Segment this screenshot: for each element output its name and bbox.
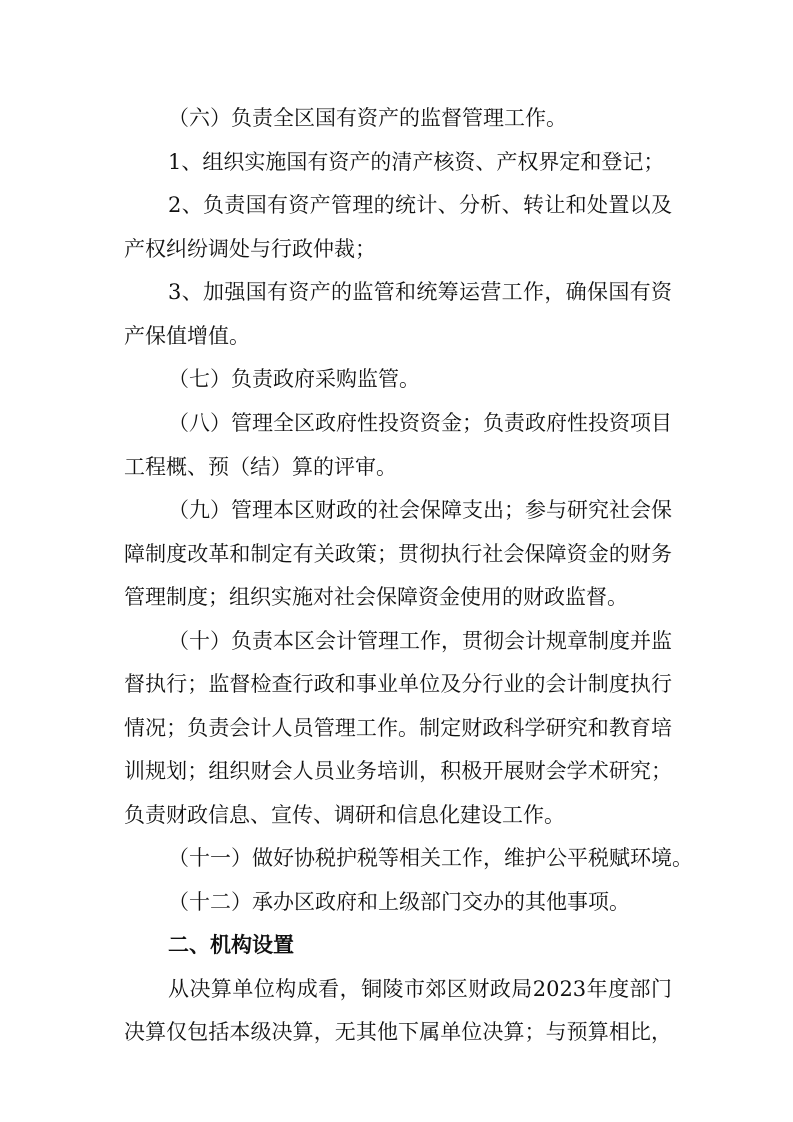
subitem-6-2-line-2: 产权纠纷调处与行政仲裁；	[124, 237, 376, 261]
paragraph-item-10-line-2: 督执行；监督检查行政和事业单位及分行业的会计制度执行	[124, 672, 672, 696]
paragraph-item-9-line-2: 障制度改革和制定有关政策；贯彻执行社会保障资金的财务	[124, 542, 672, 566]
subitem-6-3-line-1: 3、加强国有资产的监管和统筹运营工作，确保国有资	[168, 280, 672, 304]
paragraph-item-7: （七）负责政府采购监管。	[168, 367, 420, 391]
paragraph-item-6: （六）负责全区国有资产的监督管理工作。	[168, 106, 567, 130]
section-heading: 二、机构设置	[168, 932, 294, 957]
body-paragraph-line-2: 决算仅包括本级决算，无其他下属单位决算；与预算相比，	[124, 1020, 672, 1044]
body-paragraph-line-1: 从决算单位构成看，铜陵市郊区财政局2023年度部门	[168, 977, 672, 1001]
paragraph-item-10-line-1: （十）负责本区会计管理工作，贯彻会计规章制度并监	[168, 629, 672, 653]
paragraph-item-10-line-5: 负责财政信息、宣传、调研和信息化建设工作。	[124, 803, 565, 827]
paragraph-item-12: （十二）承办区政府和上级部门交办的其他事项。	[168, 890, 630, 914]
paragraph-item-8-line-2: 工程概、预（结）算的评审。	[124, 455, 397, 479]
subitem-6-2-line-1: 2、负责国有资产管理的统计、分析、转让和处置以及	[168, 193, 672, 217]
subitem-6-1: 1、组织实施国有资产的清产核资、产权界定和登记；	[168, 150, 665, 174]
paragraph-item-11: （十一）做好协税护税等相关工作，维护公平税赋环境。	[168, 846, 693, 870]
paragraph-item-10-line-3: 情况；负责会计人员管理工作。制定财政科学研究和教育培	[124, 716, 672, 740]
paragraph-item-10-line-4: 训规划；组织财会人员业务培训，积极开展财会学术研究；	[124, 759, 672, 783]
paragraph-item-8-line-1: （八）管理全区政府性投资资金；负责政府性投资项目	[168, 411, 672, 435]
paragraph-item-9-line-1: （九）管理本区财政的社会保障支出；参与研究社会保	[168, 498, 672, 522]
paragraph-item-9-line-3: 管理制度；组织实施对社会保障资金使用的财政监督。	[124, 585, 628, 609]
subitem-6-3-line-2: 产保值增值。	[124, 324, 250, 348]
